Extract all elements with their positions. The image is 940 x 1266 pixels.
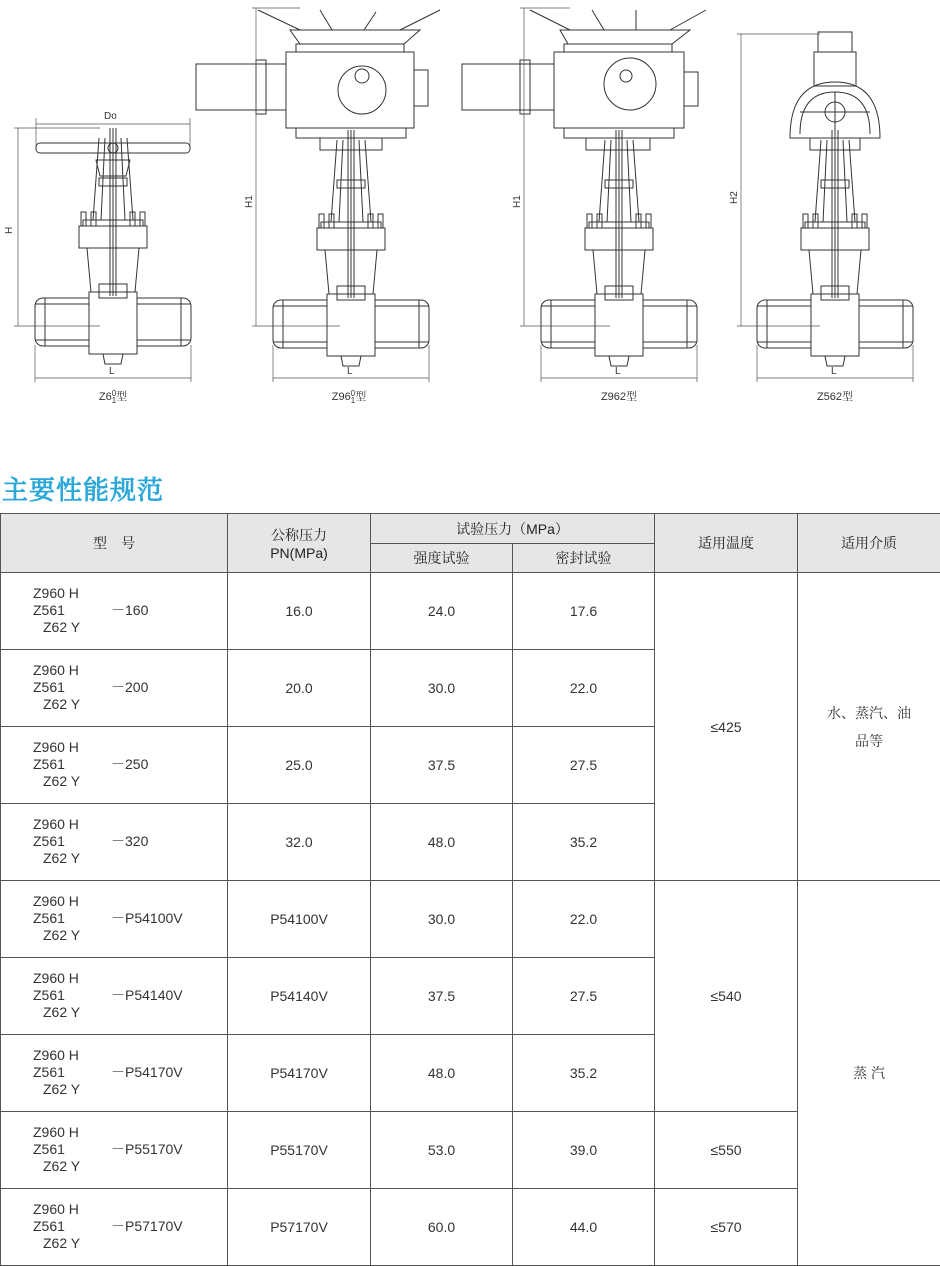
dim-h: H [4, 227, 15, 234]
model-line2: Z561 [33, 602, 65, 619]
seal-cell: 27.5 [513, 958, 655, 1035]
header-seal: 密封试验 [513, 544, 655, 573]
model-cell [1, 573, 228, 650]
model-line3: Z62 Y [43, 850, 80, 867]
dim-l-4: L [831, 366, 837, 377]
strength-cell: 53.0 [371, 1112, 513, 1189]
valve-drawings [0, 0, 940, 440]
model-suffix: －P57170V [111, 1218, 183, 1235]
dim-do: Do [104, 111, 117, 122]
model-line1: Z960 H [33, 970, 79, 987]
pn-cell: P54100V [228, 881, 371, 958]
dim-l-3: L [615, 366, 621, 377]
model-line3: Z62 Y [43, 619, 80, 636]
seal-cell: 22.0 [513, 881, 655, 958]
section-heading: 主要性能规范 [2, 470, 164, 507]
model-line2: Z561 [33, 1064, 65, 1081]
strength-cell: 60.0 [371, 1189, 513, 1266]
model-line1: Z960 H [33, 1047, 79, 1064]
pn-cell: P57170V [228, 1189, 371, 1266]
temp-cell: ≤425 [655, 573, 798, 881]
dim-l-2: L [347, 366, 353, 377]
temp-cell: ≤540 [655, 881, 798, 1112]
seal-cell: 35.2 [513, 1035, 655, 1112]
model-line1: Z960 H [33, 893, 79, 910]
model-suffix: －160 [111, 602, 148, 619]
dim-h1-a: H1 [244, 195, 255, 208]
model-cell [1, 958, 228, 1035]
model-suffix: －P54140V [111, 987, 183, 1004]
model-cell [1, 650, 228, 727]
pn-cell: P54140V [228, 958, 371, 1035]
model-line1: Z960 H [33, 739, 79, 756]
model-line3: Z62 Y [43, 696, 80, 713]
model-line2: Z561 [33, 1218, 65, 1235]
valve-handwheel-drawing [4, 111, 191, 382]
model-line2: Z561 [33, 1141, 65, 1158]
pn-cell: 16.0 [228, 573, 371, 650]
caption-z962: Z962型 [564, 388, 674, 404]
model-suffix: －P54170V [111, 1064, 183, 1081]
header-pn [228, 514, 371, 573]
model-suffix: －320 [111, 833, 148, 850]
seal-cell: 27.5 [513, 727, 655, 804]
model-line2: Z561 [33, 833, 65, 850]
caption-z6: Z60 1型 [58, 388, 168, 404]
model-line3: Z62 Y [43, 1081, 80, 1098]
model-line3: Z62 Y [43, 1004, 80, 1021]
dim-h2: H2 [729, 191, 740, 204]
strength-cell: 48.0 [371, 804, 513, 881]
caption-z96: Z960 1型 [294, 388, 404, 404]
seal-cell: 17.6 [513, 573, 655, 650]
valve-z962-drawing [462, 8, 706, 382]
table-row [1, 573, 940, 650]
model-line2: Z561 [33, 987, 65, 1004]
model-line3: Z62 Y [43, 1235, 80, 1252]
model-line3: Z62 Y [43, 927, 80, 944]
seal-cell: 44.0 [513, 1189, 655, 1266]
temp-cell: ≤550 [655, 1112, 798, 1189]
model-line2: Z561 [33, 679, 65, 696]
caption-z562: Z562型 [780, 388, 890, 404]
model-line3: Z62 Y [43, 773, 80, 790]
medium-cell: 蒸 汽 [798, 881, 940, 1266]
model-line1: Z960 H [33, 662, 79, 679]
strength-cell: 30.0 [371, 881, 513, 958]
valve-z562-drawing [729, 32, 913, 382]
model-cell [1, 804, 228, 881]
model-line2: Z561 [33, 910, 65, 927]
model-cell [1, 881, 228, 958]
pn-cell: 25.0 [228, 727, 371, 804]
header-test: 试验压力（MPa） [371, 514, 655, 544]
seal-cell: 39.0 [513, 1112, 655, 1189]
dim-h1-b: H1 [512, 195, 523, 208]
model-suffix: －P54100V [111, 910, 183, 927]
dim-l-1: L [109, 366, 115, 377]
table-row [1, 881, 940, 958]
model-line2: Z561 [33, 756, 65, 773]
model-line1: Z960 H [33, 585, 79, 602]
model-line3: Z62 Y [43, 1158, 80, 1175]
pn-cell: 20.0 [228, 650, 371, 727]
model-line1: Z960 H [33, 816, 79, 833]
header-model: 型 号 [1, 514, 228, 573]
seal-cell: 35.2 [513, 804, 655, 881]
temp-cell: ≤570 [655, 1189, 798, 1266]
strength-cell: 37.5 [371, 958, 513, 1035]
pn-cell: 32.0 [228, 804, 371, 881]
model-line1: Z960 H [33, 1201, 79, 1218]
header-medium: 适用介质 [798, 514, 940, 573]
header-pn-line2: PN(MPa) [228, 545, 370, 561]
model-suffix: －200 [111, 679, 148, 696]
model-cell [1, 1189, 228, 1266]
model-suffix: －P55170V [111, 1141, 183, 1158]
medium-line1: 水、蒸汽、油 [798, 699, 940, 727]
pn-cell: P54170V [228, 1035, 371, 1112]
strength-cell: 48.0 [371, 1035, 513, 1112]
medium-line2: 品等 [798, 727, 940, 755]
model-cell [1, 1035, 228, 1112]
strength-cell: 30.0 [371, 650, 513, 727]
pn-cell: P55170V [228, 1112, 371, 1189]
strength-cell: 37.5 [371, 727, 513, 804]
valve-electric-drawing [196, 8, 440, 382]
spec-table [0, 513, 940, 1266]
medium-cell [798, 573, 940, 881]
seal-cell: 22.0 [513, 650, 655, 727]
header-temp: 适用温度 [655, 514, 798, 573]
header-pn-line1: 公称压力 [228, 525, 370, 545]
header-strength: 强度试验 [371, 544, 513, 573]
model-cell [1, 727, 228, 804]
model-cell [1, 1112, 228, 1189]
strength-cell: 24.0 [371, 573, 513, 650]
model-suffix: －250 [111, 756, 148, 773]
model-line1: Z960 H [33, 1124, 79, 1141]
